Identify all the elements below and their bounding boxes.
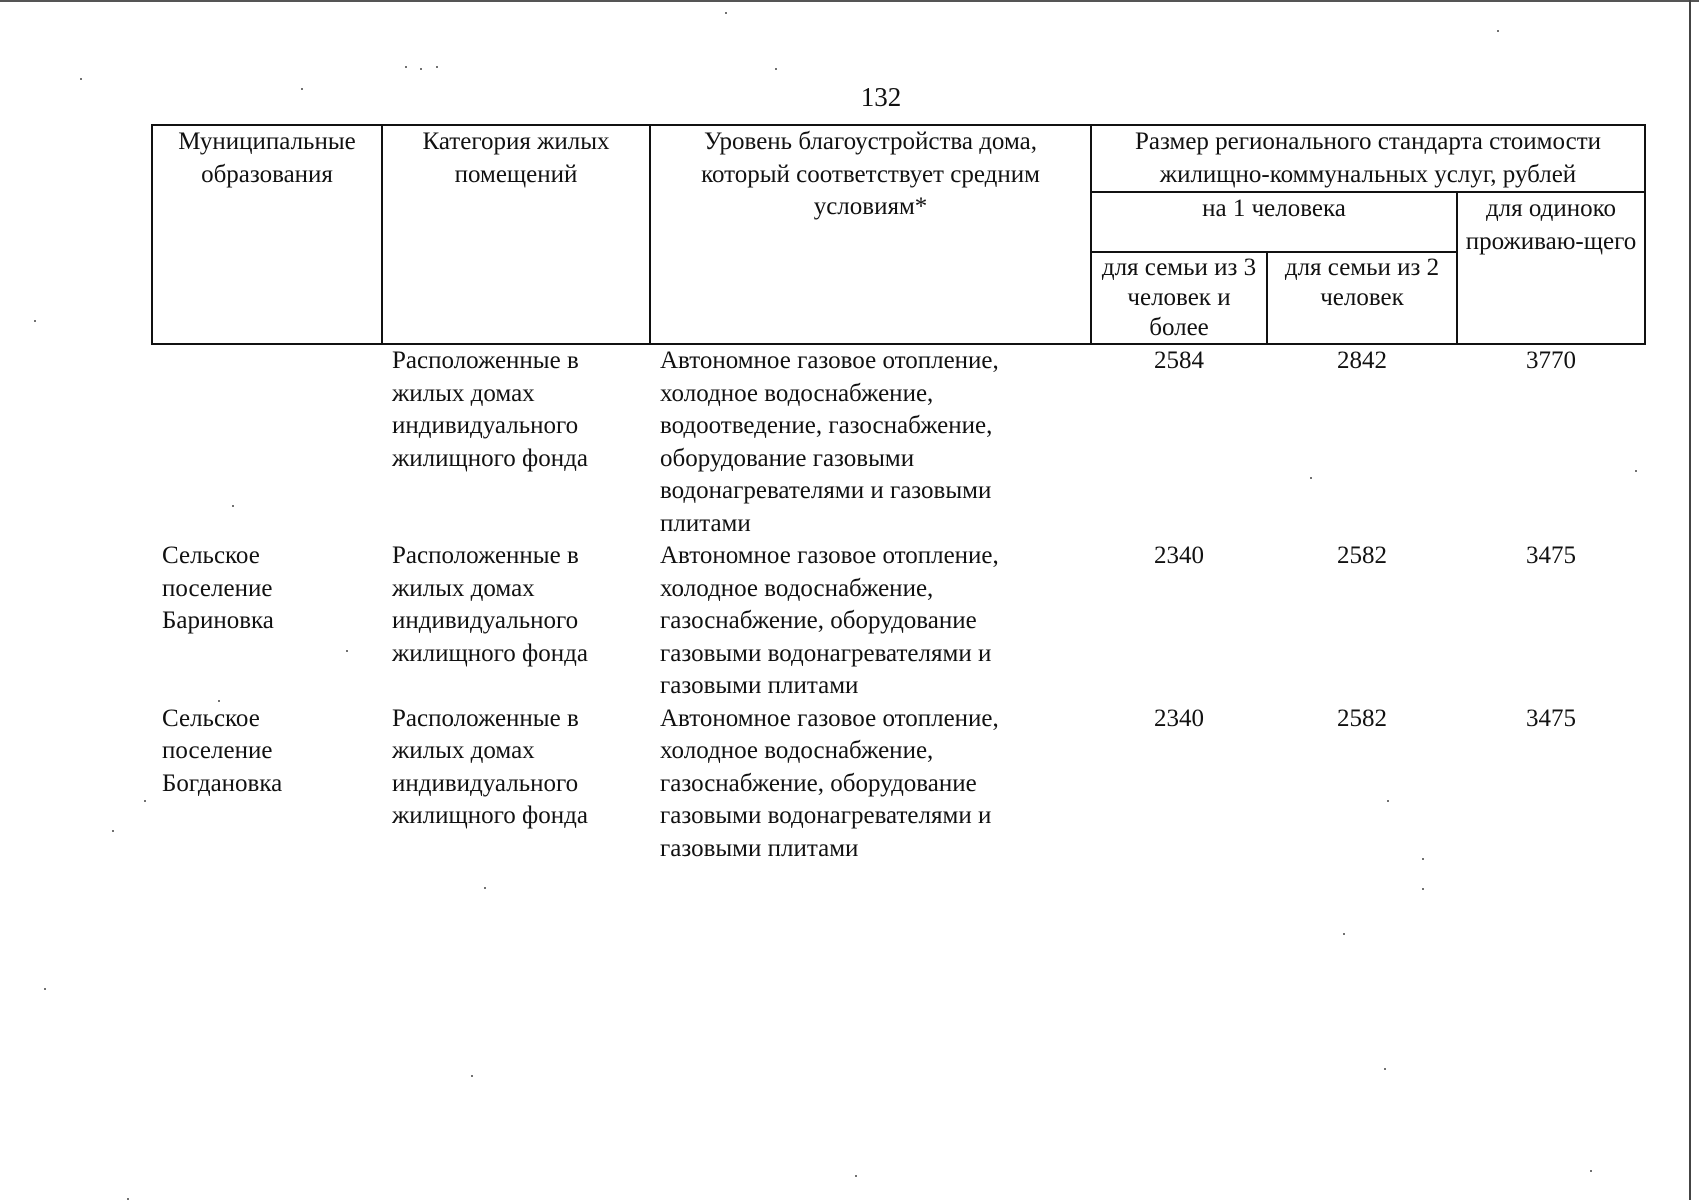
cell-municipality	[152, 344, 382, 540]
cell-single: 3475	[1526, 542, 1576, 569]
scan-speck	[1343, 933, 1345, 935]
scan-speck	[80, 78, 82, 80]
scan-speck	[1422, 888, 1424, 890]
header-family-2: для семьи из 2 человек	[1267, 252, 1457, 344]
scan-speck	[1310, 477, 1312, 479]
cell-single: 3475	[1526, 704, 1576, 732]
cell-municipality: Сельское поселение Богдановка	[162, 704, 283, 797]
right-edge-rule	[1689, 0, 1691, 1200]
scan-speck	[484, 887, 486, 889]
housing-standard-table	[151, 124, 1646, 865]
cell-family-2: 2582	[1337, 542, 1387, 569]
scan-speck	[436, 66, 438, 68]
scan-speck	[855, 1175, 857, 1177]
cell-family-2: 2582	[1337, 704, 1387, 732]
scan-speck	[232, 505, 234, 507]
header-level: Уровень благоустройства дома, который соответствует средним условиям*	[650, 125, 1091, 344]
scan-speck	[471, 1075, 473, 1077]
scan-speck	[144, 800, 146, 802]
header-per-person: на 1 человека	[1091, 192, 1457, 252]
cell-category: Расположенные в жилых домах индивидуального жилищного фонда	[392, 704, 588, 829]
cell-family-3: 2340	[1154, 704, 1204, 732]
table-row	[152, 703, 1645, 866]
cell-category: Расположенные в жилых домах индивидуального жилищного фонда	[392, 347, 588, 472]
scan-speck	[44, 988, 46, 990]
top-edge-rule	[0, 0, 1699, 2]
header-category: Категория жилых помещений	[382, 125, 650, 344]
table-row	[152, 540, 1645, 703]
scan-speck	[112, 830, 114, 832]
cell-level: Автономное газовое отопление, холодное водоснабжение, газоснабжение, оборудование газовыми водонагревателями и газовыми плитами	[660, 704, 999, 862]
scan-speck	[1635, 470, 1637, 472]
cell-category: Расположенные в жилых домах индивидуального жилищного фонда	[392, 542, 588, 667]
scan-speck	[1497, 30, 1499, 32]
scan-speck	[301, 88, 303, 90]
scan-speck	[1422, 858, 1424, 860]
header-single: для одиноко проживаю-щего	[1457, 192, 1645, 344]
cell-level: Автономное газовое отопление, холодное водоснабжение, газоснабжение, оборудование газовыми водонагревателями и газовыми плитами	[660, 542, 999, 699]
cell-municipality: Сельское поселение Бариновка	[162, 542, 274, 634]
scan-speck	[34, 320, 36, 322]
scan-speck	[1384, 1068, 1386, 1070]
cell-level: Автономное газовое отопление, холодное водоснабжение, водоотведение, газоснабжение, оборудование газовыми водонагревателями и газовыми плитами	[660, 347, 999, 537]
scan-speck	[725, 12, 727, 14]
scan-speck	[218, 700, 220, 702]
cell-family-3: 2340	[1154, 542, 1204, 569]
scan-speck	[346, 650, 348, 652]
scan-speck	[1387, 800, 1389, 802]
page-number: 132	[860, 82, 902, 112]
scan-speck	[1590, 1170, 1592, 1172]
header-family-3: для семьи из 3 человек и более	[1091, 252, 1267, 344]
header-municipality: Муниципальные образования	[152, 125, 382, 344]
cell-family-2: 2842	[1337, 347, 1387, 374]
table-row	[152, 344, 1645, 540]
cell-family-3: 2584	[1154, 347, 1204, 374]
scan-speck	[405, 66, 407, 68]
cell-single: 3770	[1526, 347, 1576, 374]
scan-speck	[420, 68, 422, 70]
header-size-group: Размер регионального стандарта стоимости жилищно-коммунальных услуг, рублей	[1091, 125, 1645, 192]
scan-speck	[775, 68, 777, 70]
